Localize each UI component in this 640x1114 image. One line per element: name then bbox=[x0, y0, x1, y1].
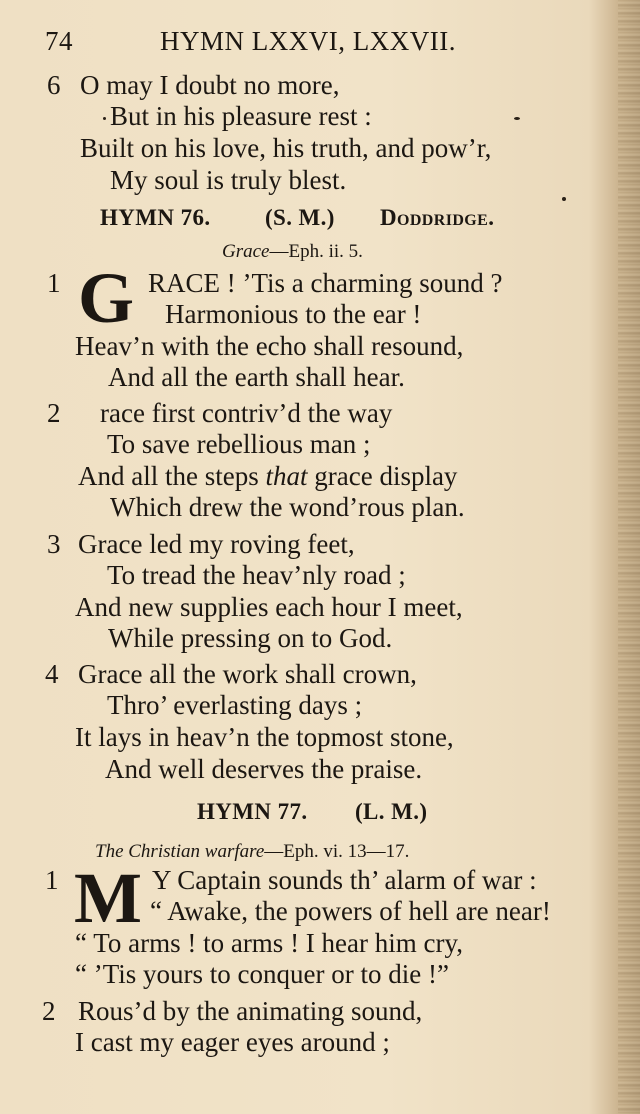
verse-line: But in his pleasure rest : bbox=[110, 101, 372, 131]
stanza-number: 3 bbox=[47, 529, 61, 559]
verse-line: Which drew the wond’rous plan. bbox=[110, 492, 465, 522]
verse-line: It lays in heav’n the topmost stone, bbox=[75, 722, 454, 752]
verse-line: I cast my eager eyes around ; bbox=[75, 1027, 390, 1057]
scripture-reference: Grace—Eph. ii. 5. bbox=[222, 241, 363, 262]
ink-speck bbox=[514, 117, 520, 120]
stanza-number: 4 bbox=[45, 659, 59, 689]
hymn-title: HYMN 76. bbox=[100, 205, 211, 230]
verse-line: Built on his love, his truth, and pow’r, bbox=[80, 133, 492, 163]
hymn-meter: (L. M.) bbox=[355, 799, 428, 824]
ink-speck bbox=[103, 117, 106, 120]
verse-line: My soul is truly blest. bbox=[110, 165, 347, 195]
verse-line: Heav’n with the echo shall resound, bbox=[75, 331, 464, 361]
scripture-reference: The Christian warfare—Eph. vi. 13—17. bbox=[95, 841, 410, 862]
hymn-title: HYMN 77. bbox=[197, 799, 308, 824]
verse-line: RACE ! ’Tis a charming sound ? bbox=[148, 268, 503, 298]
verse-line: While pressing on to God. bbox=[108, 623, 393, 653]
verse-line: “ ’Tis yours to conquer or to die !” bbox=[75, 959, 449, 989]
stanza-number: 1 bbox=[47, 268, 61, 298]
stanza-number: 2 bbox=[47, 398, 61, 428]
verse-line: And all the steps that grace display bbox=[78, 461, 458, 491]
stanza-number: 6 bbox=[47, 70, 61, 100]
verse-line: And new supplies each hour I meet, bbox=[75, 592, 463, 622]
drop-cap: M bbox=[74, 858, 142, 938]
stanza-number: 2 bbox=[42, 996, 56, 1026]
verse-line: Y Captain sounds th’ alarm of war : bbox=[152, 865, 537, 895]
verse-line: “ To arms ! to arms ! I hear him cry, bbox=[75, 928, 463, 958]
verse-line: And all the earth shall hear. bbox=[108, 362, 405, 392]
verse-line: Harmonious to the ear ! bbox=[165, 299, 422, 329]
running-title: HYMN LXXVI, LXXVII. bbox=[160, 26, 456, 56]
verse-line: “ Awake, the powers of hell are near! bbox=[150, 896, 551, 926]
verse-line: Thro’ everlasting days ; bbox=[107, 690, 363, 720]
page-edge bbox=[618, 0, 640, 1114]
verse-line: Rous’d by the animating sound, bbox=[78, 996, 423, 1026]
verse-line: To tread the heav’nly road ; bbox=[107, 560, 406, 590]
ink-speck bbox=[562, 197, 566, 201]
hymn-author: Doddridge. bbox=[380, 205, 495, 230]
verse-line: Grace all the work shall crown, bbox=[78, 659, 417, 689]
drop-cap: G bbox=[78, 258, 135, 338]
verse-line: Grace led my roving feet, bbox=[78, 529, 355, 559]
stanza-number: 1 bbox=[45, 865, 59, 895]
verse-line: And well deserves the praise. bbox=[105, 754, 423, 784]
verse-line: O may I doubt no more, bbox=[80, 70, 340, 100]
verse-line: race first contriv’d the way bbox=[100, 398, 393, 428]
verse-line: To save rebellious man ; bbox=[107, 429, 371, 459]
page-number: 74 bbox=[45, 26, 73, 56]
hymn-meter: (S. M.) bbox=[265, 205, 335, 230]
